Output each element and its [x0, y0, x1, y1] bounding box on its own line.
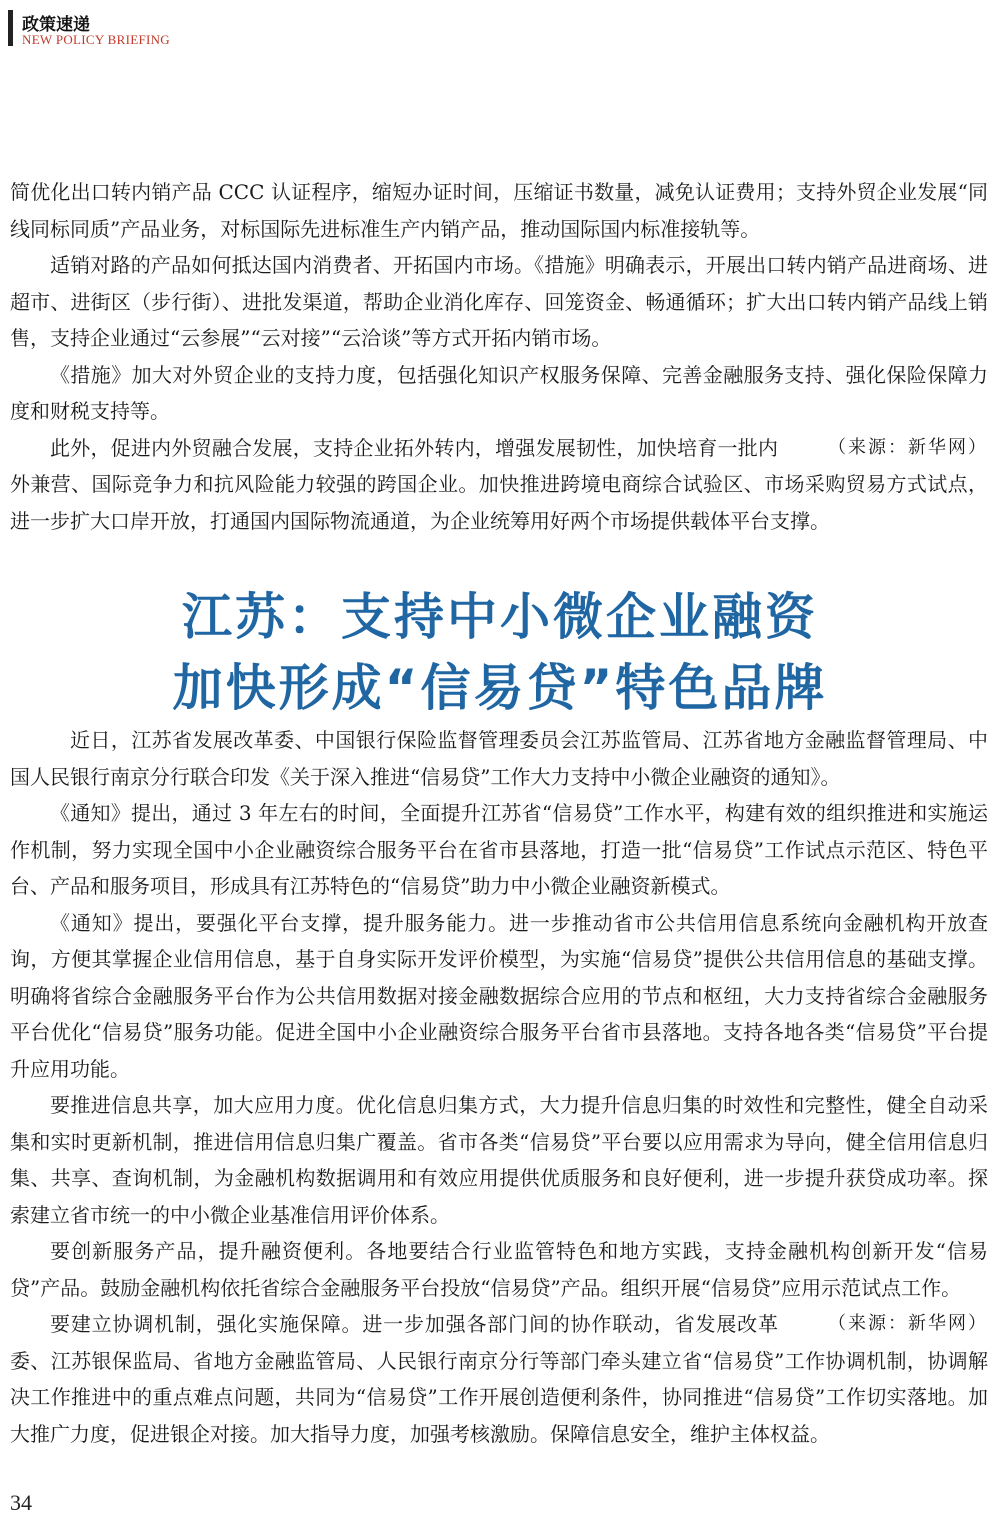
article2-paragraph-text: 要建立协调机制，强化实施保障。进一步加强各部门间的协作联动，省发展改革委、江苏银保监局、省地方金融监管局、人民银行南京分行等部门牵头建立省“信易贷”工作协调机制，协调解决工作推进中的重点难点问题，共同为“信易贷”工作开展创造便利条件，协同推进“信易贷”工作切实落地。加大推广力度，促进银企对接。加大指导力度，加强考核激励。保障信息安全，维护主体权益。: [10, 1312, 988, 1446]
article2-body: [10, 722, 988, 1452]
article2-paragraph: [10, 1306, 988, 1452]
article1-body: [10, 174, 988, 539]
section-title-en: NEW POLICY BRIEFING: [22, 32, 170, 47]
article1-paragraph: 《措施》加大对外贸企业的支持力度，包括强化知识产权服务保障、完善金融服务支持、强化保险保障力度和财税支持等。: [10, 362, 988, 423]
article2-paragraph: 要创新服务产品，提升融资便利。各地要结合行业监管特色和地方实践，支持金融机构创新开发“信易贷”产品。鼓励金融机构依托省综合金融服务平台投放“信易贷”产品。组织开展“信易贷”应用示范试点工作。: [10, 1239, 988, 1300]
article2-source: （来源：新华网）: [828, 1313, 988, 1334]
article2-paragraph: 《通知》提出，通过 3 年左右的时间，全面提升江苏省“信易贷”工作水平，构建有效的组织推进和实施运作机制，努力实现全国中小企业融资综合服务平台在省市县落地，打造一批“信易贷”工作试点示范区、特色平台、产品和服务项目，形成具有江苏特色的“信易贷”助力中小微企业融资新模式。: [10, 801, 988, 898]
page-number: 34: [10, 1490, 32, 1515]
header-accent-bar: [8, 10, 13, 46]
article2-title-line2: 加快形成“信易贷”特色品牌: [172, 659, 828, 717]
article2-paragraph: 近日，江苏省发展改革委、中国银行保险监督管理委员会江苏监管局、江苏省地方金融监督管理局、中国人民银行南京分行联合印发《关于深入推进“信易贷”工作大力支持中小微企业融资的通知》。: [10, 728, 988, 789]
article2-title-line1: 江苏：支持中小微企业融资: [182, 588, 818, 646]
section-title-cn: 政策速递: [22, 15, 90, 35]
article1-paragraph: [10, 430, 988, 540]
article1-paragraph: 适销对路的产品如何抵达国内消费者、开拓国内市场。《措施》明确表示，开展出口转内销产品进商场、进超市、进街区（步行街）、进批发渠道，帮助企业消化库存、回笼资金、畅通循环；扩大出口转内销产品线上销售，支持企业通过“云参展”“云对接”“云洽谈”等方式开拓内销市场。: [10, 253, 988, 350]
article1-paragraph: 简优化出口转内销产品 CCC 认证程序，缩短办证时间，压缩证书数量，减免认证费用；支持外贸企业发展“同线同标同质”产品业务，对标国际先进标准生产内销产品，推动国际国内标准接轨等。: [10, 180, 988, 241]
article2-paragraph: 要推进信息共享，加大应用力度。优化信息归集方式，大力提升信息归集的时效性和完整性，健全自动采集和实时更新机制，推进信用信息归集广覆盖。省市各类“信易贷”平台要以应用需求为导向，健全信用信息归集、共享、查询机制，为金融机构数据调用和有效应用提供优质服务和良好便利，进一步提升获贷成功率。探索建立省市统一的中小微企业基准信用评价体系。: [10, 1093, 988, 1227]
article1-source: （来源：新华网）: [828, 436, 988, 458]
article2-paragraph: 《通知》提出，要强化平台支撑，提升服务能力。进一步推动省市公共信用信息系统向金融机构开放查询，方便其掌握企业信用信息，基于自身实际开发评价模型，为实施“信易贷”提供公共信用信息的基础支撑。明确将省综合金融服务平台作为公共信用数据对接金融数据综合应用的节点和枢纽，大力支持省综合金融服务平台优化“信易贷”服务功能。促进全国中小企业融资综合服务平台省市县落地。支持各地各类“信易贷”平台提升应用功能。: [10, 910, 988, 1081]
article1-paragraph-text: 此外，促进内外贸融合发展，支持企业拓外转内，增强发展韧性，加快培育一批内外兼营、国际竞争力和抗风险能力较强的跨国企业。加快推进跨境电商综合试验区、市场采购贸易方式试点，进一步扩大口岸开放，打通国内国际物流通道，为企业统筹用好两个市场提供载体平台支撑。: [10, 435, 988, 533]
